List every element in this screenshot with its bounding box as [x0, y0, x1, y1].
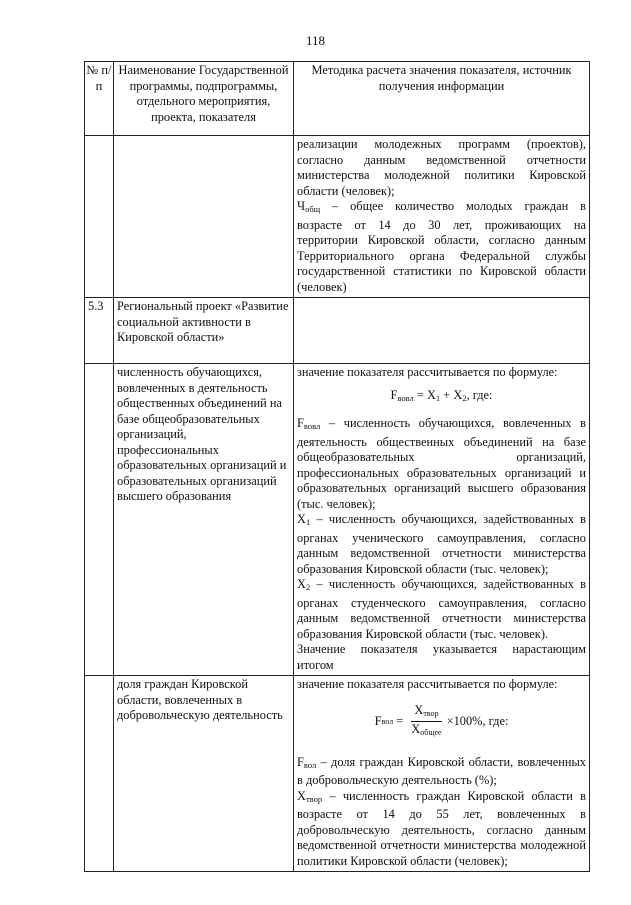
- definition-text: – численность обучающихся, задействованных в органах студенческого самоуправления, согласно данным ведомственной отчетности министерства образования Кировской области (тыс. человек).: [297, 577, 586, 641]
- definition-text: – численность граждан Кировской области в возрасте от 14 до 55 лет, вовлеченных в добровольческую деятельность, согласно данным ведомственной отчетности министерства молодежной политики Кировской области (человек);: [297, 788, 586, 868]
- formula-text: =: [393, 713, 407, 728]
- x1-definition: [297, 512, 586, 577]
- text-line: согласно данным ведомственной отчетности: [297, 152, 586, 167]
- project-name: Региональный проект «Развитие социальной активности в Кировской области»: [114, 298, 294, 364]
- formula-text: , где:: [466, 387, 493, 402]
- note: Значение показателя указывается нарастающим итогом: [297, 642, 586, 672]
- text-line: государственной статистики по Кировской области: [297, 264, 586, 278]
- numerator: [411, 703, 441, 723]
- formula-sub: вол: [381, 716, 394, 726]
- symbol: X: [297, 577, 306, 591]
- fraction-formula: [297, 703, 586, 741]
- text-line: реализации молодежных программ (проектов),: [297, 137, 586, 151]
- definition-text: – численность обучающихся, вовлеченных в деятельность общественных объединений на базе общеобразовательных организаций, профессиональных образовательных организаций и образовательных организаций высшего образования (тыс. человек);: [297, 416, 586, 511]
- formula-sub: вовл: [397, 392, 414, 403]
- empty-cell: [85, 364, 114, 676]
- text-line: территории Кировской области, согласно данным: [297, 233, 586, 247]
- formula-sub: 2: [462, 392, 467, 403]
- symbol: Ч: [297, 199, 306, 213]
- text-line: области (человек);: [297, 183, 395, 198]
- symbol-sub: общ: [305, 204, 321, 214]
- empty-cell: [85, 676, 114, 872]
- symbol: F: [297, 754, 304, 769]
- empty-cell: [114, 136, 294, 298]
- formula-sub: твор: [423, 708, 439, 718]
- x2-definition: [297, 577, 586, 642]
- formula-sub: общее: [420, 728, 442, 737]
- symbol-sub: твор: [305, 793, 323, 804]
- formula-symbol: X: [414, 702, 424, 717]
- definition-text: – численность обучающихся, задействованных в органах ученического самоуправления, согласно данным ведомственной отчетности министерства образования Кировской области (тыс. человек);: [297, 512, 586, 576]
- formula-text: ×100%, где:: [446, 713, 509, 728]
- formula-sub: 1: [435, 392, 441, 403]
- symbol: F: [297, 416, 304, 430]
- formula-symbol: F: [374, 713, 382, 728]
- f-definition: [297, 755, 586, 789]
- table-row-project: [85, 298, 590, 364]
- method-cell: [294, 136, 590, 298]
- text-line: возрасте от 14 до 30 лет, проживающих на: [297, 217, 586, 232]
- method-cell: [294, 676, 590, 872]
- denominator: [408, 722, 444, 741]
- header-method: Методика расчета значения показателя, источник получения информации: [294, 62, 590, 136]
- table-row-continuation: [85, 136, 590, 298]
- text-line: (человек): [297, 279, 347, 294]
- symbol: X: [297, 788, 306, 803]
- definition-text: – доля граждан Кировской области, вовлеченных в добровольческую деятельность (%);: [297, 754, 586, 787]
- page-number: 118: [305, 33, 326, 48]
- symbol-sub: вол: [303, 759, 317, 770]
- formula-symbol: F: [390, 387, 398, 402]
- formula-text: + X: [440, 387, 463, 402]
- symbol: X: [297, 512, 306, 526]
- f-definition: [297, 416, 586, 512]
- definition-text: – общее количество молодых граждан в: [320, 199, 586, 213]
- table-header-row: [85, 62, 590, 136]
- symbol-sub: вовл: [303, 421, 321, 431]
- x-definition: [297, 789, 586, 870]
- formula-symbol: X: [411, 722, 421, 736]
- table-row-indicator-2: [85, 676, 590, 872]
- formula-intro: значение показателя рассчитывается по формуле:: [297, 677, 558, 691]
- symbol-sub: 2: [305, 582, 311, 592]
- empty-cell: [294, 298, 590, 364]
- text-line: министерства молодежной политики Кировской: [297, 168, 586, 182]
- header-number: № п/п: [85, 62, 114, 136]
- method-cell: [294, 364, 590, 676]
- header-name: Наименование Государственной программы, подпрограммы, отдельного мероприятия, проекта, показателя: [114, 62, 294, 136]
- table-row-indicator-1: [85, 364, 590, 676]
- ch-definition: [297, 199, 586, 218]
- indicator-name: доля граждан Кировской области, вовлеченных в добровольческую деятельность: [114, 676, 294, 872]
- indicator-methodology-table: [84, 61, 590, 872]
- row-number: 5.3: [85, 298, 114, 364]
- formula-intro: значение показателя рассчитывается по формуле:: [297, 365, 558, 379]
- fraction: [408, 703, 444, 741]
- formula-text: = X: [413, 387, 436, 402]
- indicator-name: численность обучающихся, вовлеченных в деятельность общественных объединений на базе общеобразовательных организаций, профессиональных образовательных организаций и образовательных организаций высшего образования: [114, 364, 294, 676]
- empty-cell: [85, 136, 114, 298]
- text-line: Территориального органа Федеральной службы: [297, 248, 586, 263]
- formula: [297, 388, 586, 407]
- symbol-sub: 1: [305, 517, 311, 527]
